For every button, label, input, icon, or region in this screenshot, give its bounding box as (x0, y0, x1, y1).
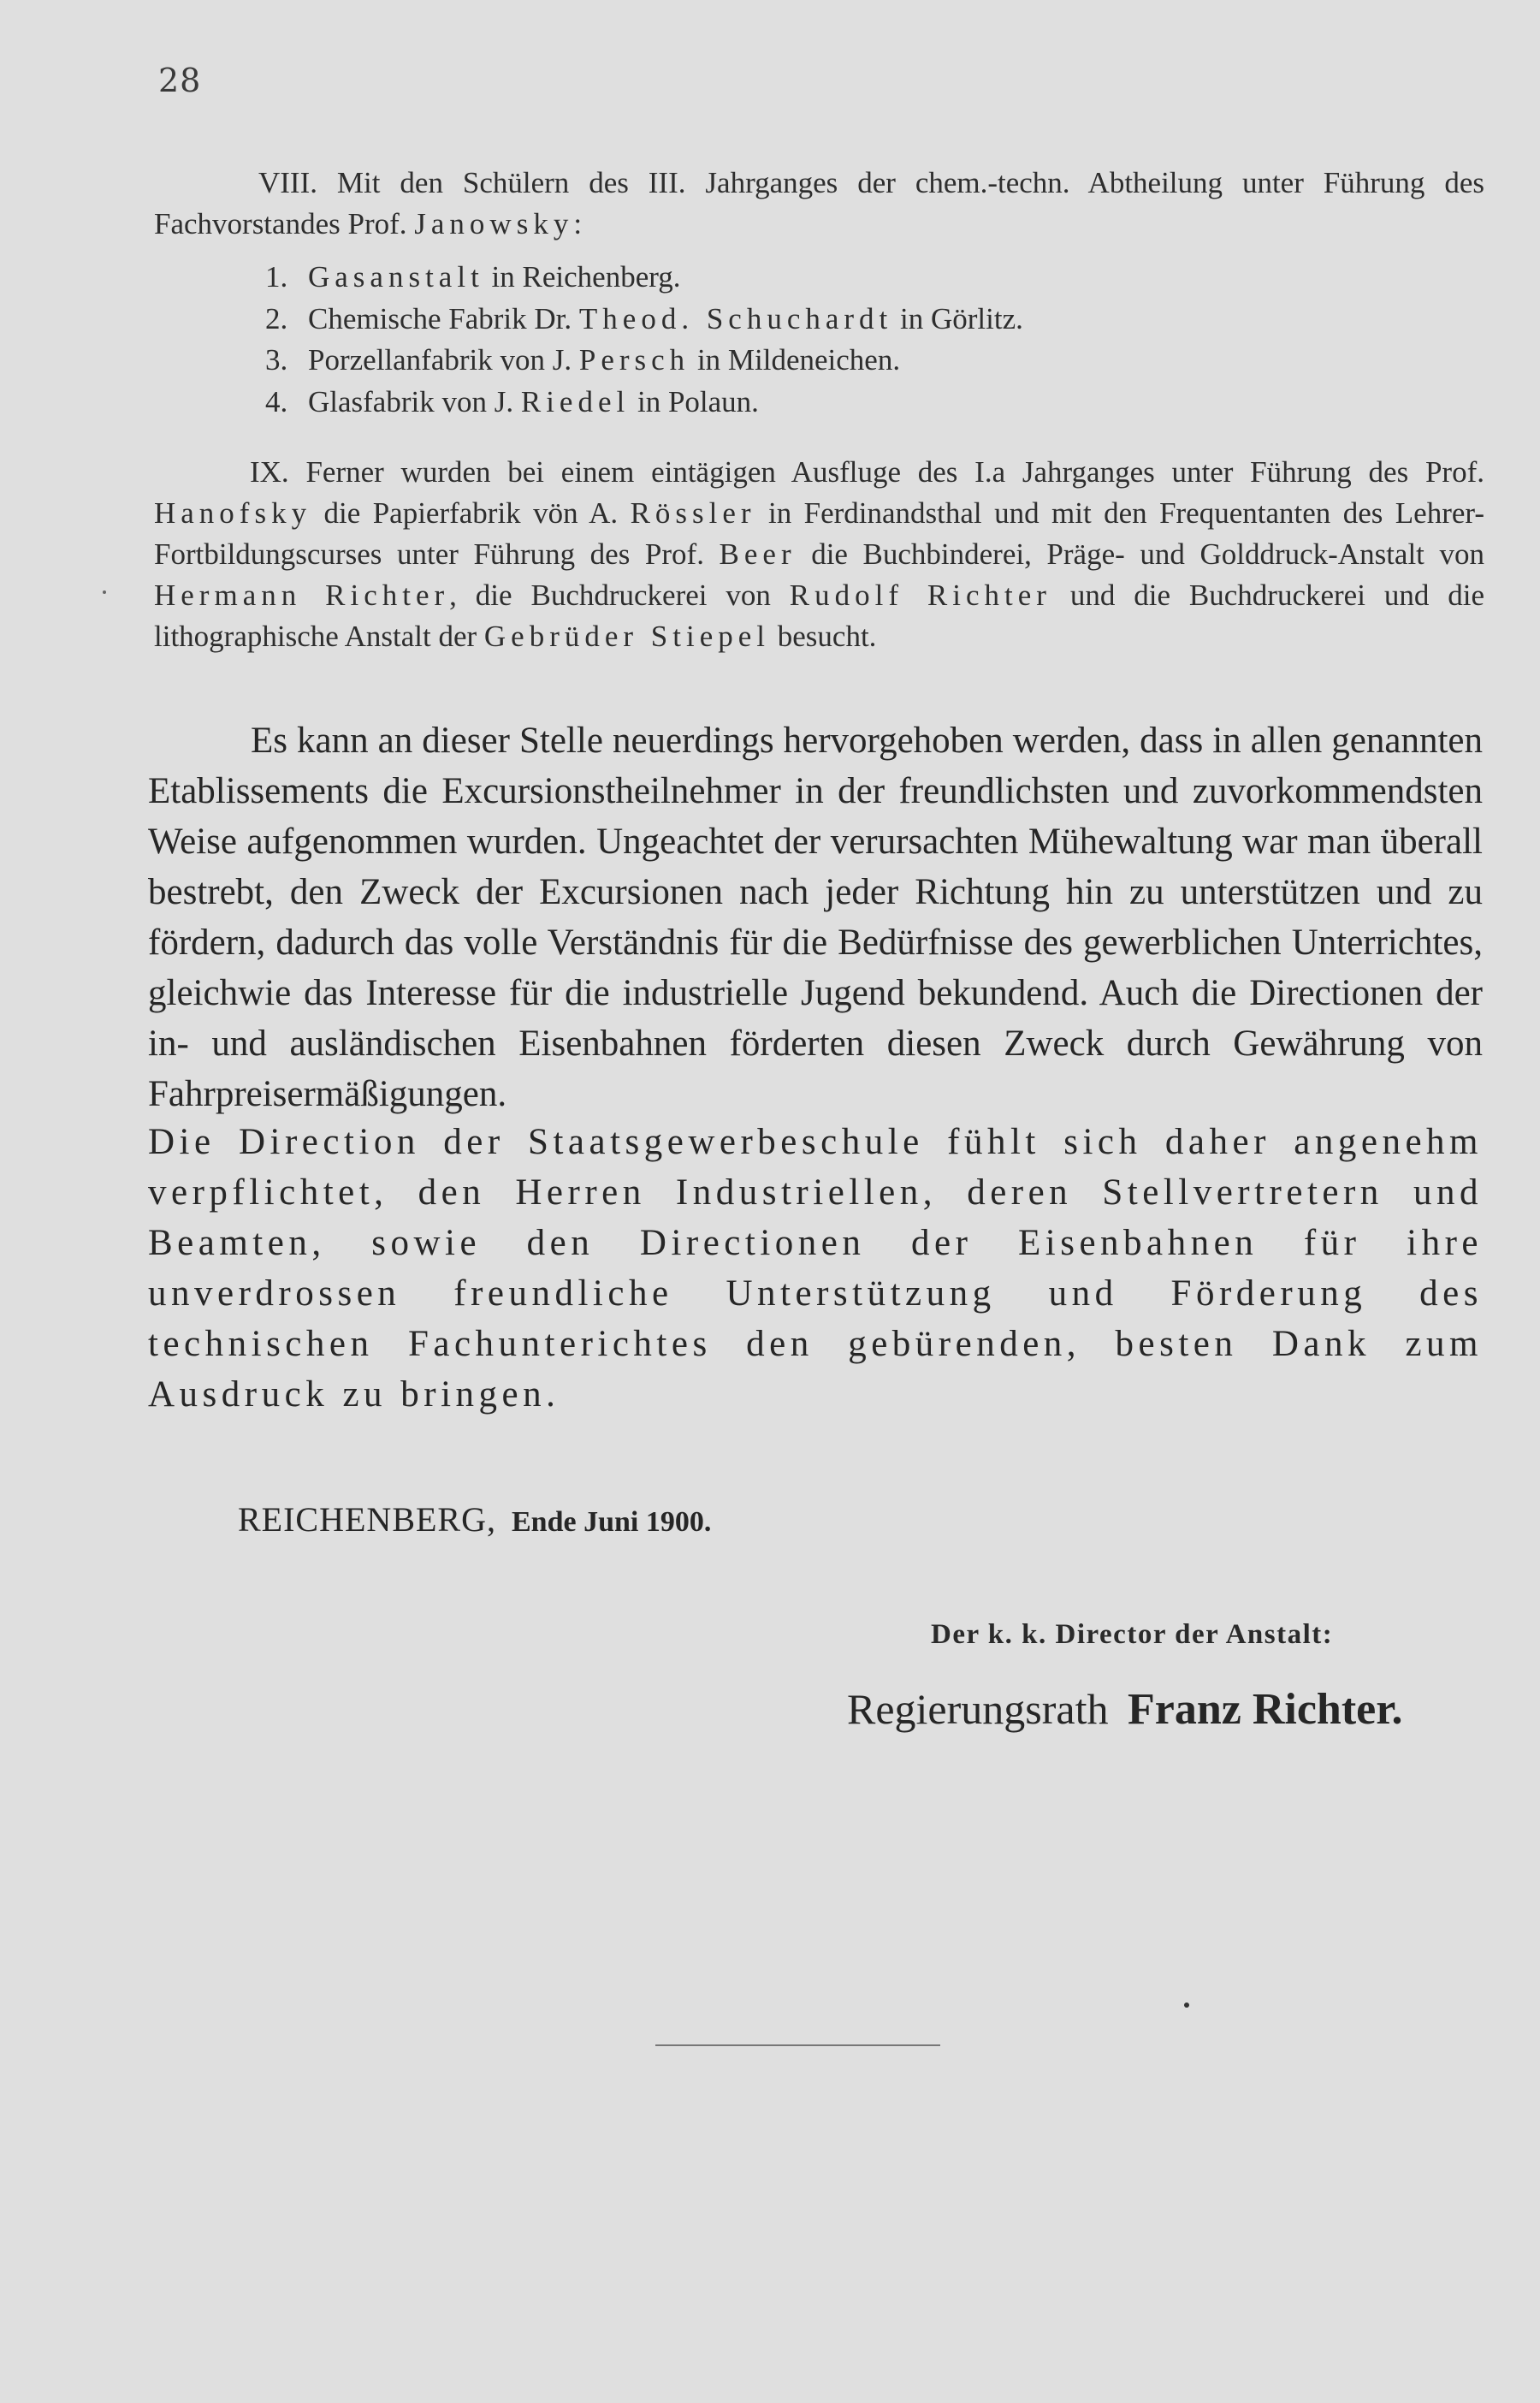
list-item: 4. Glasfabrik von J. Riedel in Polaun. (265, 384, 759, 418)
body-paragraph: Es kann an dieser Stelle neuerdings hervorgehoben werden, dass in allen genannten Etablissements die Excursionstheilnehmer in der freundlichsten und zuvorkommendsten Weise aufgenommen wurden. Ungeachtet der verursachten Mühewaltung war man überall bestrebt, den Zweck der Excursionen nach jeder Richtung hin zu unterstützen und zu fördern, dadurch das volle Verständnis für die Bedürfnisse des gewerblichen Unterrichtes, gleichwie das Interesse für die industrielle Jugend bekundend. Auch die Directionen der in- und ausländischen Eisenbahnen förderten diesen Zweck durch Gewährung von Fahrpreisermäßigungen. (148, 721, 1483, 1114)
list-item: 1. Gasanstalt in Reichenberg. (265, 260, 681, 294)
place-date-line (238, 1499, 711, 1540)
section-viii-professor-name: Janowsky (414, 207, 574, 240)
list-item: 3. Porzellanfabrik von J. Persch in Mildeneichen. (265, 343, 901, 377)
signer-name: Franz Richter. (1127, 1685, 1403, 1734)
end-rule (655, 2044, 940, 2046)
page-number: 28 (158, 62, 202, 99)
place-name: REICHENBERG, (238, 1500, 496, 1539)
date-text: Ende Juni 1900. (512, 1506, 712, 1538)
signer-title: Der k. k. Director der Anstalt: (931, 1619, 1334, 1650)
section-viii-intro-end: : (573, 207, 583, 240)
signer-rank: Regierungsrath (847, 1685, 1109, 1733)
section-viii-intro (154, 163, 1484, 245)
ink-dot (1184, 2002, 1189, 2008)
thanks-paragraph: Die Direction der Staatsgewerbeschule fühlt sich daher angenehm verpflichtet, den Herren Industriellen, deren Stellvertretern und Beamten, sowie den Directionen der Eisenbahnen für ihre unverdrossen freundliche Unterstützung und Förderung des technischen Fachunterichtes den gebürenden, besten Dank zum Ausdruck zu bringen. (148, 1122, 1483, 1415)
speck-mark (103, 590, 106, 594)
section-viii-intro-text: VIII. Mit den Schülern des III. Jahrganges der chem.-techn. Abtheilung unter Führung des Fachvorstandes Prof. (154, 166, 1484, 240)
signature (847, 1684, 1403, 1735)
section-ix-paragraph: IX. Ferner wurden bei einem eintägigen Ausfluge des I.a Jahrganges unter Führung des Prof. Hanofsky die Papierfabrik vön A. Rössler in Ferdinandsthal und mit den Frequentanten des Lehrer-Fortbildungscurses unter Führung des Prof. Beer die Buchbinderei, Präge- und Golddruck-Anstalt von Hermann Richter, die Buchdruckerei von Rudolf Richter und die Buchdruckerei und die lithographische Anstalt der Gebrüder Stiepel besucht. (154, 455, 1484, 653)
list-item: 2. Chemische Fabrik Dr. Theod. Schuchardt in Görlitz. (265, 301, 1023, 335)
excursion-list (265, 257, 1377, 423)
